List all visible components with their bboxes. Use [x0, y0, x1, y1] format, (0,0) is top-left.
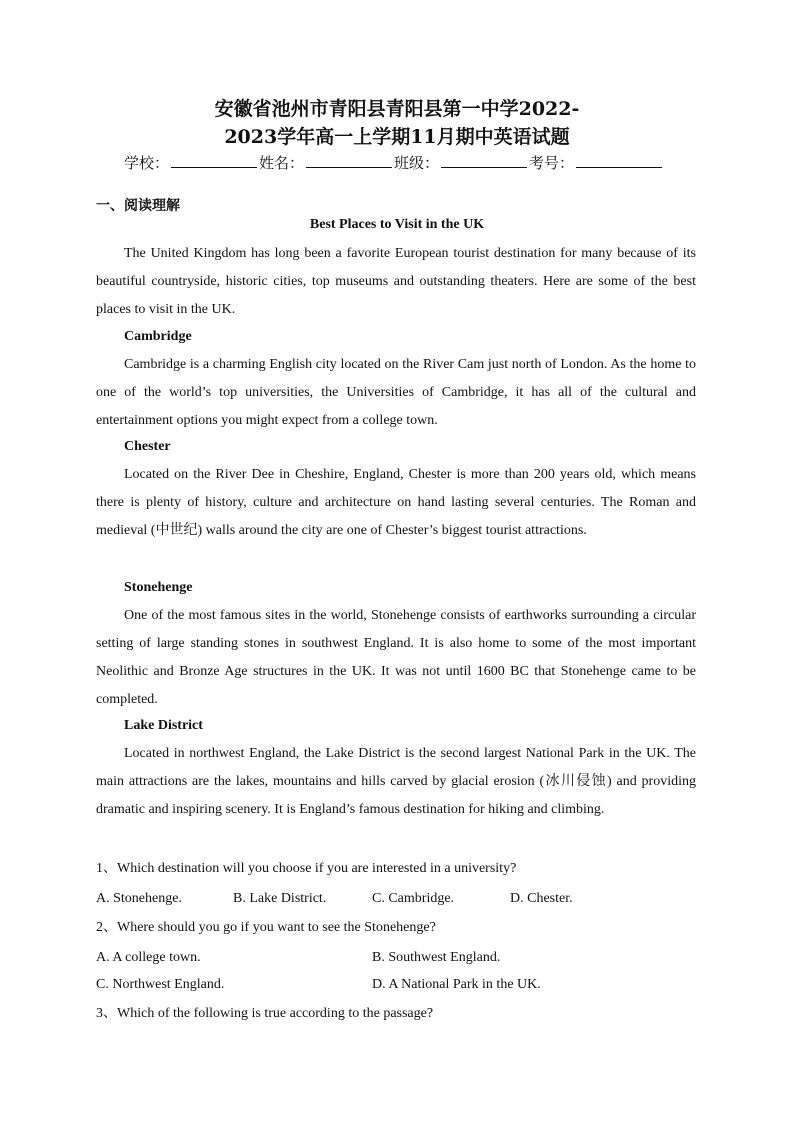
q1-option-b[interactable]: B. Lake District.: [233, 891, 327, 906]
q1-option-a[interactable]: A. Stonehenge.: [96, 891, 182, 906]
passage-intro: The United Kingdom has long been a favorite European tourist destination for many because of its beautiful countryside, historic cities, top museums and outstanding theaters. Here are some of the best places to visit in the UK.: [96, 246, 696, 317]
q2-option-c[interactable]: C. Northwest England.: [96, 977, 225, 992]
q2-option-a[interactable]: A. A college town.: [96, 950, 201, 965]
class-blank[interactable]: [441, 153, 527, 168]
section-heading: 一、阅读理解: [96, 198, 180, 214]
question-2: 2、Where should you go if you want to see the Stonehenge?: [96, 920, 436, 935]
number-blank[interactable]: [576, 153, 662, 168]
number-label: 考号：: [529, 154, 575, 172]
place-paragraph: Located in northwest England, the Lake District is the second largest National Park in the UK. The main attractions are the lakes, mountains and hills carved by glacial erosion (冰川侵蚀) and providing dramatic and inspiring scenery. It is England’s famous destination for hiking and climbing.: [96, 746, 696, 817]
place-paragraph: One of the most famous sites in the world, Stonehenge consists of earthworks surrounding a circular setting of large standing stones in southwest England. It is also home to some of the most important Neolithic and Bronze Age structures in the UK. It was not until 1600 BC that Stonehenge came to be completed.: [96, 608, 696, 707]
name-label: 姓名：: [259, 154, 305, 172]
place-block-cambridge: [96, 323, 696, 435]
place-block-chester: [96, 433, 696, 545]
passage-title: Best Places to Visit in the UK: [309, 217, 485, 232]
q2-option-d[interactable]: D. A National Park in the UK.: [372, 977, 541, 992]
name-blank[interactable]: [306, 153, 392, 168]
student-info-row: [124, 153, 664, 173]
school-blank[interactable]: [171, 153, 257, 168]
exam-title-line1: 安徽省池州市青阳县青阳县第一中学2022-: [214, 98, 580, 120]
passage-intro-block: [96, 240, 696, 324]
class-label: 班级：: [394, 154, 440, 172]
exam-title-line2: 2023学年高一上学期11月期中英语试题: [224, 126, 570, 148]
school-label: 学校：: [124, 154, 170, 172]
place-heading: Chester: [124, 439, 171, 454]
q1-option-c[interactable]: C. Cambridge.: [372, 891, 455, 906]
place-heading: Lake District: [124, 718, 203, 733]
place-block-lake-district: [96, 712, 696, 824]
place-heading: Stonehenge: [124, 580, 193, 595]
place-paragraph: Located on the River Dee in Cheshire, England, Chester is more than 200 years old, which means there is plenty of history, culture and architecture on hand lasting several centuries. The Roman and medieval (中世纪) walls around the city are one of Chester’s biggest tourist attractions.: [96, 467, 696, 538]
place-heading: Cambridge: [124, 329, 192, 344]
question-3: 3、Which of the following is true according to the passage?: [96, 1006, 434, 1021]
place-block-stonehenge: [96, 574, 696, 714]
place-paragraph: Cambridge is a charming English city located on the River Cam just north of London. As the home to one of the world’s top universities, the Universities of Cambridge, it has all of the cultural and entertainment options you might expect from a college town.: [96, 357, 696, 428]
q2-option-b[interactable]: B. Southwest England.: [372, 950, 501, 965]
question-1: 1、Which destination will you choose if you are interested in a university?: [96, 861, 517, 876]
q1-option-d[interactable]: D. Chester.: [510, 891, 573, 906]
